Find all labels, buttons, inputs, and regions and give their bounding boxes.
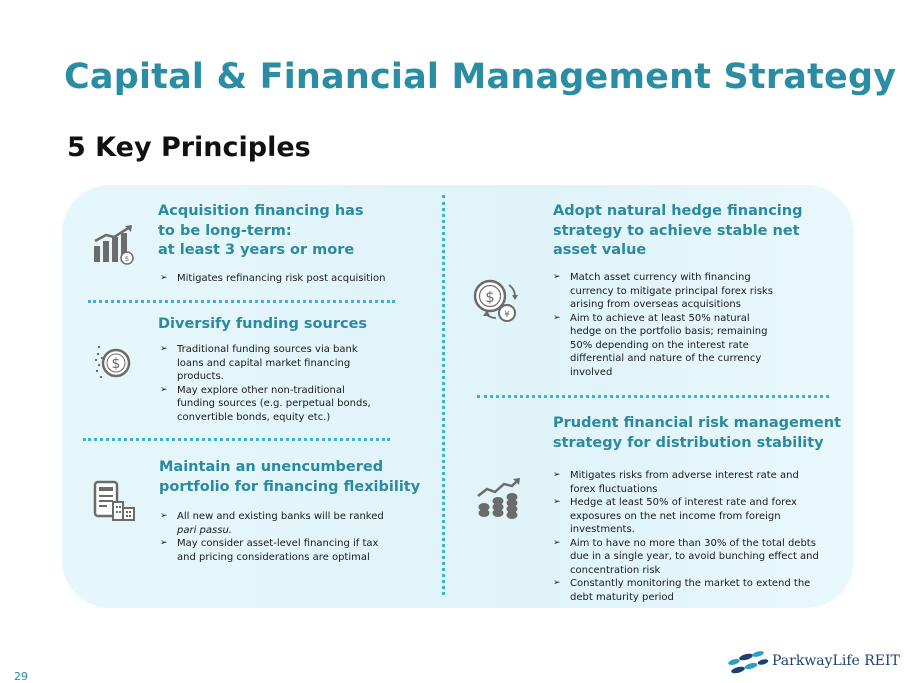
growth-chart-icon [92,224,138,266]
principle-4-heading: Adopt natural hedge financing strategy to achieve stable net asset value [553,203,803,258]
bullet-item: ➢ Mitigates risks from adverse interest rate and forex fluctuations [553,470,799,495]
svg-text:$: $ [111,356,121,372]
page-number: 29 [14,670,28,683]
bullet-item: ➢ Mitigates refinancing risk post acquisition [160,273,386,284]
bullet-item: ➢ May consider asset-level financing if tax and pricing considerations are optimal [160,538,379,563]
bullet-item: ➢ Traditional funding sources via bank loans and capital market financing products. [160,344,358,382]
divider-right-1 [477,395,829,398]
divider-left-1 [88,300,395,303]
svg-text:¥: ¥ [504,310,510,320]
principle-4-bullets [553,271,843,379]
principle-3-heading: Maintain an unencumbered portfolio for financing flexibility [159,459,421,495]
bullet-item: ➢ All new and existing banks will be ranked pari passu. [160,511,384,536]
svg-text:$: $ [485,288,495,306]
divider-left-2 [83,438,390,441]
principle-3-bullets [160,510,435,564]
bullet-item: ➢ Aim to have no more than 30% of the total debts due in a single year, to avoid bunching effect and concentration risk [553,537,819,576]
principle-5-bullets [553,469,848,604]
coin-stack-growth-icon [476,478,522,520]
svg-text:$: $ [124,255,130,263]
currency-exchange-icon [470,274,522,328]
principle-5-heading: Prudent financial risk management strategy for distribution stability [553,415,842,451]
logo-text: ParkwayLife REIT [772,653,900,669]
bullet-item: ➢ May explore other non-traditional funding sources (e.g. perpetual bonds, convertible bonds, equity etc.) [160,384,371,423]
vertical-divider [442,195,445,595]
bullet-item: ➢ Match asset currency with financing currency to mitigate principal forex risks arising from overseas acquisitions [553,272,773,310]
page-subtitle: 5 Key Principles [67,132,311,163]
portfolio-buildings-icon [93,480,137,522]
page-title: Capital & Financial Management Strategy [64,57,897,97]
bullet-item: ➢ Aim to achieve at least 50% natural hedge on the portfolio basis; remaining 50% depending on the interest rate differential and nature of the currency involved [553,312,768,378]
principle-2-bullets [160,343,430,424]
dollar-coin-icon [92,340,132,386]
bullet-item: ➢ Constantly monitoring the market to extend the debt maturity period [553,578,811,603]
principle-1-heading: Acquisition financing has to be long-term: at least 3 years or more [158,203,364,258]
principle-2-heading: Diversify funding sources [158,316,368,332]
bullet-item: ➢ Hedge at least 50% of interest rate and forex exposures on the net income from foreign investments. [553,497,797,535]
principle-1-bullets [160,272,430,286]
